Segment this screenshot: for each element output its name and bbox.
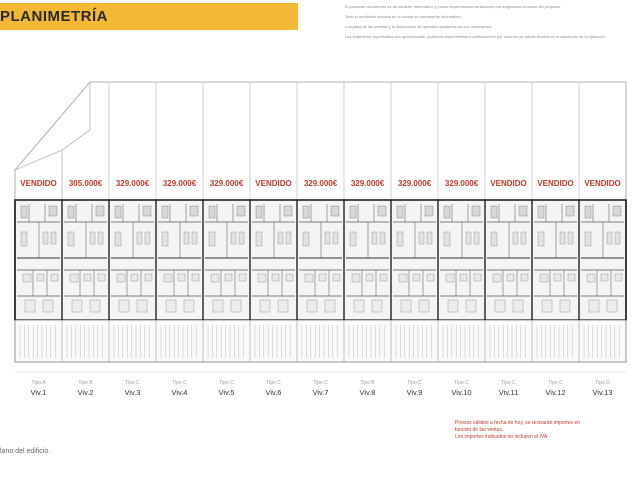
unit-type: Tipo B xyxy=(360,380,375,386)
note-text: El presente documento es de carácter informativo y puede experimentar variaciones por exigencias técnicas del proyecto. xyxy=(345,4,562,9)
fixture xyxy=(49,206,57,216)
fixture xyxy=(137,300,147,312)
fixture xyxy=(117,274,125,282)
unit-type: Tipo D xyxy=(595,380,610,386)
fixture xyxy=(444,232,450,246)
unit-label: Viv.11 xyxy=(498,388,519,397)
fixture xyxy=(474,274,481,281)
fixture xyxy=(272,274,279,281)
fixture xyxy=(513,300,523,312)
fixture xyxy=(542,300,552,312)
fixture xyxy=(401,300,411,312)
unit-price: VENDIDO xyxy=(584,179,621,188)
fixture xyxy=(72,300,82,312)
unit-price: 329.000€ xyxy=(444,179,479,188)
fixture xyxy=(21,232,27,246)
unit-label: Viv.12 xyxy=(545,388,566,397)
unit-label: Viv.8 xyxy=(359,388,376,397)
unit-label: Viv.1 xyxy=(30,388,47,397)
fixture xyxy=(84,274,91,281)
fixture xyxy=(397,206,403,218)
page-title: PLANIMETRÍA xyxy=(0,8,108,25)
fixture xyxy=(560,232,565,244)
fixture xyxy=(166,300,176,312)
fixture xyxy=(350,232,356,246)
fixture xyxy=(237,206,245,216)
fixture xyxy=(378,206,386,216)
fixture xyxy=(192,232,197,244)
fixture xyxy=(399,274,407,282)
fixture xyxy=(286,232,291,244)
fixture xyxy=(352,274,360,282)
fixture xyxy=(239,232,244,244)
fixture xyxy=(615,274,622,281)
fixture xyxy=(491,206,497,218)
fixture xyxy=(491,232,497,246)
fixture xyxy=(307,300,317,312)
fixture xyxy=(613,206,621,216)
fixture xyxy=(305,274,313,282)
fixture xyxy=(540,274,548,282)
unit-type: Tipo C xyxy=(125,380,140,386)
unit-price: 329.000€ xyxy=(115,179,150,188)
unit-label: Viv.6 xyxy=(265,388,282,397)
fixture xyxy=(131,274,138,281)
unit-type: Tipo C xyxy=(313,380,328,386)
fixture xyxy=(380,232,385,244)
fixture xyxy=(90,300,100,312)
fixture xyxy=(325,300,335,312)
fixture xyxy=(225,274,232,281)
lot-edge xyxy=(15,150,62,170)
fixture xyxy=(209,232,215,246)
fixture xyxy=(98,274,105,281)
fixture xyxy=(448,300,458,312)
fixture xyxy=(145,232,150,244)
fixture xyxy=(192,274,199,281)
fixture xyxy=(446,274,454,282)
fixture xyxy=(162,206,168,218)
fixture xyxy=(466,300,476,312)
fixture xyxy=(513,232,518,244)
unit-price: VENDIDO xyxy=(490,179,527,188)
fixture xyxy=(209,206,215,218)
fixture xyxy=(397,232,403,246)
unit-label: Viv.5 xyxy=(218,388,235,397)
fixture xyxy=(303,206,309,218)
note-text: Todo el mobiliario incluido en la cocina es meramente informativo. xyxy=(345,14,462,19)
fixture xyxy=(472,206,480,216)
fixture xyxy=(601,274,608,281)
fixture xyxy=(70,274,78,282)
fixture xyxy=(178,274,185,281)
fixture xyxy=(23,274,31,282)
fixture xyxy=(213,300,223,312)
fixture xyxy=(239,274,246,281)
fixture xyxy=(137,232,142,244)
fixture xyxy=(495,300,505,312)
unit-price: 329.000€ xyxy=(162,179,197,188)
fixture xyxy=(350,206,356,218)
fixture xyxy=(98,232,103,244)
fixture xyxy=(231,300,241,312)
unit-label: Viv.4 xyxy=(171,388,188,397)
fixture xyxy=(286,274,293,281)
fixture xyxy=(507,274,514,281)
fixture xyxy=(589,300,599,312)
fixture xyxy=(43,232,48,244)
unit-type: Tipo C xyxy=(219,380,234,386)
fixture xyxy=(43,300,53,312)
fixture xyxy=(554,274,561,281)
note-text: Los giros de las puertas y la distribución de aparatos sanitarios no son vinculantes. xyxy=(345,24,492,29)
patio-band xyxy=(15,320,626,362)
fixture xyxy=(419,300,429,312)
fixture xyxy=(519,206,527,216)
unit-label: Viv.7 xyxy=(312,388,329,397)
unit-type: Tipo C xyxy=(266,380,281,386)
fixture xyxy=(68,232,74,246)
fixture xyxy=(319,274,326,281)
fixture xyxy=(51,232,56,244)
fixture xyxy=(145,274,152,281)
fixture xyxy=(164,274,172,282)
building-outline xyxy=(15,200,626,320)
fixture xyxy=(538,206,544,218)
fixture xyxy=(115,232,121,246)
unit-type: Tipo C xyxy=(172,380,187,386)
fixture xyxy=(372,300,382,312)
unit-type: Tipo C xyxy=(548,380,563,386)
fixture xyxy=(380,274,387,281)
fixture xyxy=(419,232,424,244)
fixture xyxy=(325,232,330,244)
fixture xyxy=(331,206,339,216)
fixture xyxy=(231,232,236,244)
fixture xyxy=(184,300,194,312)
fixture xyxy=(278,300,288,312)
fixture xyxy=(303,232,309,246)
fixture xyxy=(607,232,612,244)
fixture xyxy=(466,232,471,244)
unit-label: Viv.2 xyxy=(77,388,94,397)
fixture xyxy=(615,232,620,244)
fixture xyxy=(96,206,104,216)
unit-price: 329.000€ xyxy=(350,179,385,188)
unit-label: Viv.13 xyxy=(592,388,613,397)
fixture xyxy=(333,232,338,244)
fixture xyxy=(474,232,479,244)
fixture xyxy=(119,300,129,312)
fixture xyxy=(521,232,526,244)
unit-price: VENDIDO xyxy=(537,179,574,188)
price-validity-note xyxy=(455,420,635,441)
fixture xyxy=(521,274,528,281)
fixture xyxy=(25,300,35,312)
fixture xyxy=(190,206,198,216)
fixture xyxy=(587,274,595,282)
unit-label: Viv.3 xyxy=(124,388,141,397)
unit-label: Viv.9 xyxy=(406,388,423,397)
fixture xyxy=(284,206,292,216)
unit-price: VENDIDO xyxy=(255,179,292,188)
fixture xyxy=(21,206,27,218)
fixture xyxy=(37,274,44,281)
fixture xyxy=(568,232,573,244)
unit-price: 329.000€ xyxy=(303,179,338,188)
fixture xyxy=(372,232,377,244)
unit-type: Tipo C xyxy=(407,380,422,386)
fixture xyxy=(566,206,574,216)
fixture xyxy=(51,274,58,281)
fixture xyxy=(444,206,450,218)
fixture xyxy=(413,274,420,281)
fixture xyxy=(115,206,121,218)
validity-line: Precios válidos a fecha de hoy, se revisarán importes en xyxy=(455,420,580,426)
fixture xyxy=(162,232,168,246)
fixture xyxy=(425,206,433,216)
fixture xyxy=(256,232,262,246)
fixture xyxy=(184,232,189,244)
fixture xyxy=(493,274,501,282)
unit-type: Tipo B xyxy=(78,380,93,386)
fixture xyxy=(460,274,467,281)
fixture xyxy=(568,274,575,281)
unit-type: Tipo C xyxy=(454,380,469,386)
fixture xyxy=(256,206,262,218)
fixture xyxy=(258,274,266,282)
fixture xyxy=(607,300,617,312)
fixture xyxy=(260,300,270,312)
fixture xyxy=(560,300,570,312)
unit-price: 329.000€ xyxy=(209,179,244,188)
validity-line: Los importes indicados no incluyen el IVA xyxy=(455,434,548,440)
unit-type: Tipo A xyxy=(31,380,46,386)
note-text: Las superficies expresadas son aproximadas, pudiendo experimentar modificaciones por razones de índole técnica en el desarrollo de la ejecución. xyxy=(345,34,607,39)
fixture xyxy=(585,206,591,218)
validity-line: función de las ventas. xyxy=(455,427,504,433)
unit-price: VENDIDO xyxy=(20,179,57,188)
fixture xyxy=(90,232,95,244)
fixture xyxy=(143,206,151,216)
unit-type: Tipo C xyxy=(501,380,516,386)
fixture xyxy=(427,232,432,244)
fixture xyxy=(354,300,364,312)
fixture xyxy=(538,232,544,246)
fixture xyxy=(211,274,219,282)
fixture xyxy=(427,274,434,281)
lot-edge xyxy=(62,130,90,150)
unit-price: 305.000€ xyxy=(68,179,103,188)
fixture xyxy=(333,274,340,281)
unit-label: Viv.10 xyxy=(451,388,472,397)
fixture xyxy=(68,206,74,218)
fixture xyxy=(366,274,373,281)
plan-caption: lano del edificio. xyxy=(0,448,51,455)
fixture xyxy=(278,232,283,244)
unit-price: 329.000€ xyxy=(397,179,432,188)
fixture xyxy=(585,232,591,246)
